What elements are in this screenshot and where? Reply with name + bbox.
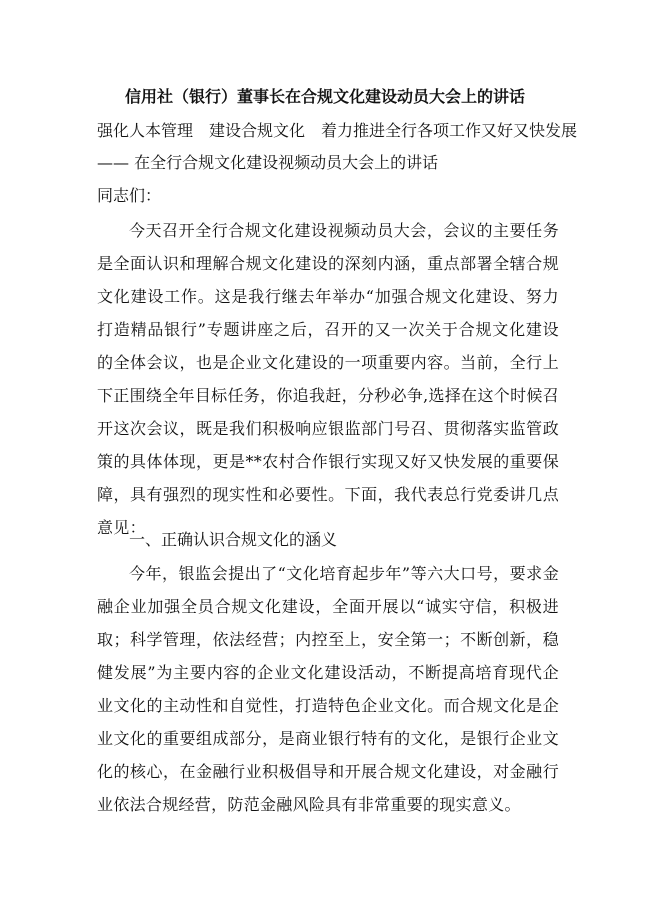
document-title: 信用社（银行）董事长在合规文化建设动员大会上的讲话 bbox=[124, 87, 525, 106]
document-subtitle bbox=[97, 119, 577, 143]
paragraph-1: 今天召开全行合规文化建设视频动员大会，会议的主要任务是全面认识和理解合规文化建设的深刻内涵，重点部署全辖合规文化建设工作。这是我行继去年举办“加强合规文化建设、努力打造精品银行”专题讲座之后，召开的又一次关于合规文化建设的全体会议，也是企业文化建设的一项重要内容。当前，全行上下正围绕全年目标任务，你追我赶，分秒必争,选择在这个时候召开这次会议，既是我们积极响应银监部门号召、贯彻落实监管政策的具体体现，更是**农村合作银行实现又好又快发展的重要保障，具有强烈的现实性和必要性。下面，我代表总行党委讲几点意见： bbox=[97, 221, 559, 537]
subtitle-part-1: 强化人本管理 bbox=[97, 121, 194, 140]
section-1-heading: 一、正确认识合规文化的涵义 bbox=[129, 530, 338, 549]
salutation: 同志们： bbox=[97, 186, 162, 205]
subtitle-part-3: 着力推进全行各项工作又好又快发展 bbox=[321, 121, 578, 140]
subtitle-part-2: 建设合规文化 bbox=[209, 121, 306, 140]
document-subtitle-line-2: —— 在全行合规文化建设视频动员大会上的讲话 bbox=[97, 153, 439, 172]
paragraph-2: 今年，银监会提出了“文化培育起步年”等六大口号，要求金融企业加强全员合规文化建设，全面开展以“诚实守信，积极进取；科学管理，依法经营；内控至上，安全第一；不断创新，稳健发展”为主要内容的企业文化建设活动，不断提高培育现代企业文化的主动性和自觉性，打造特色企业文化。而合规文化是企业文化的重要组成部分，是商业银行特有的文化，是银行企业文化的核心，在金融行业积极倡导和开展合规文化建设，对金融行业依法合规经营，防范金融风险具有非常重要的现实意义。 bbox=[97, 564, 559, 814]
